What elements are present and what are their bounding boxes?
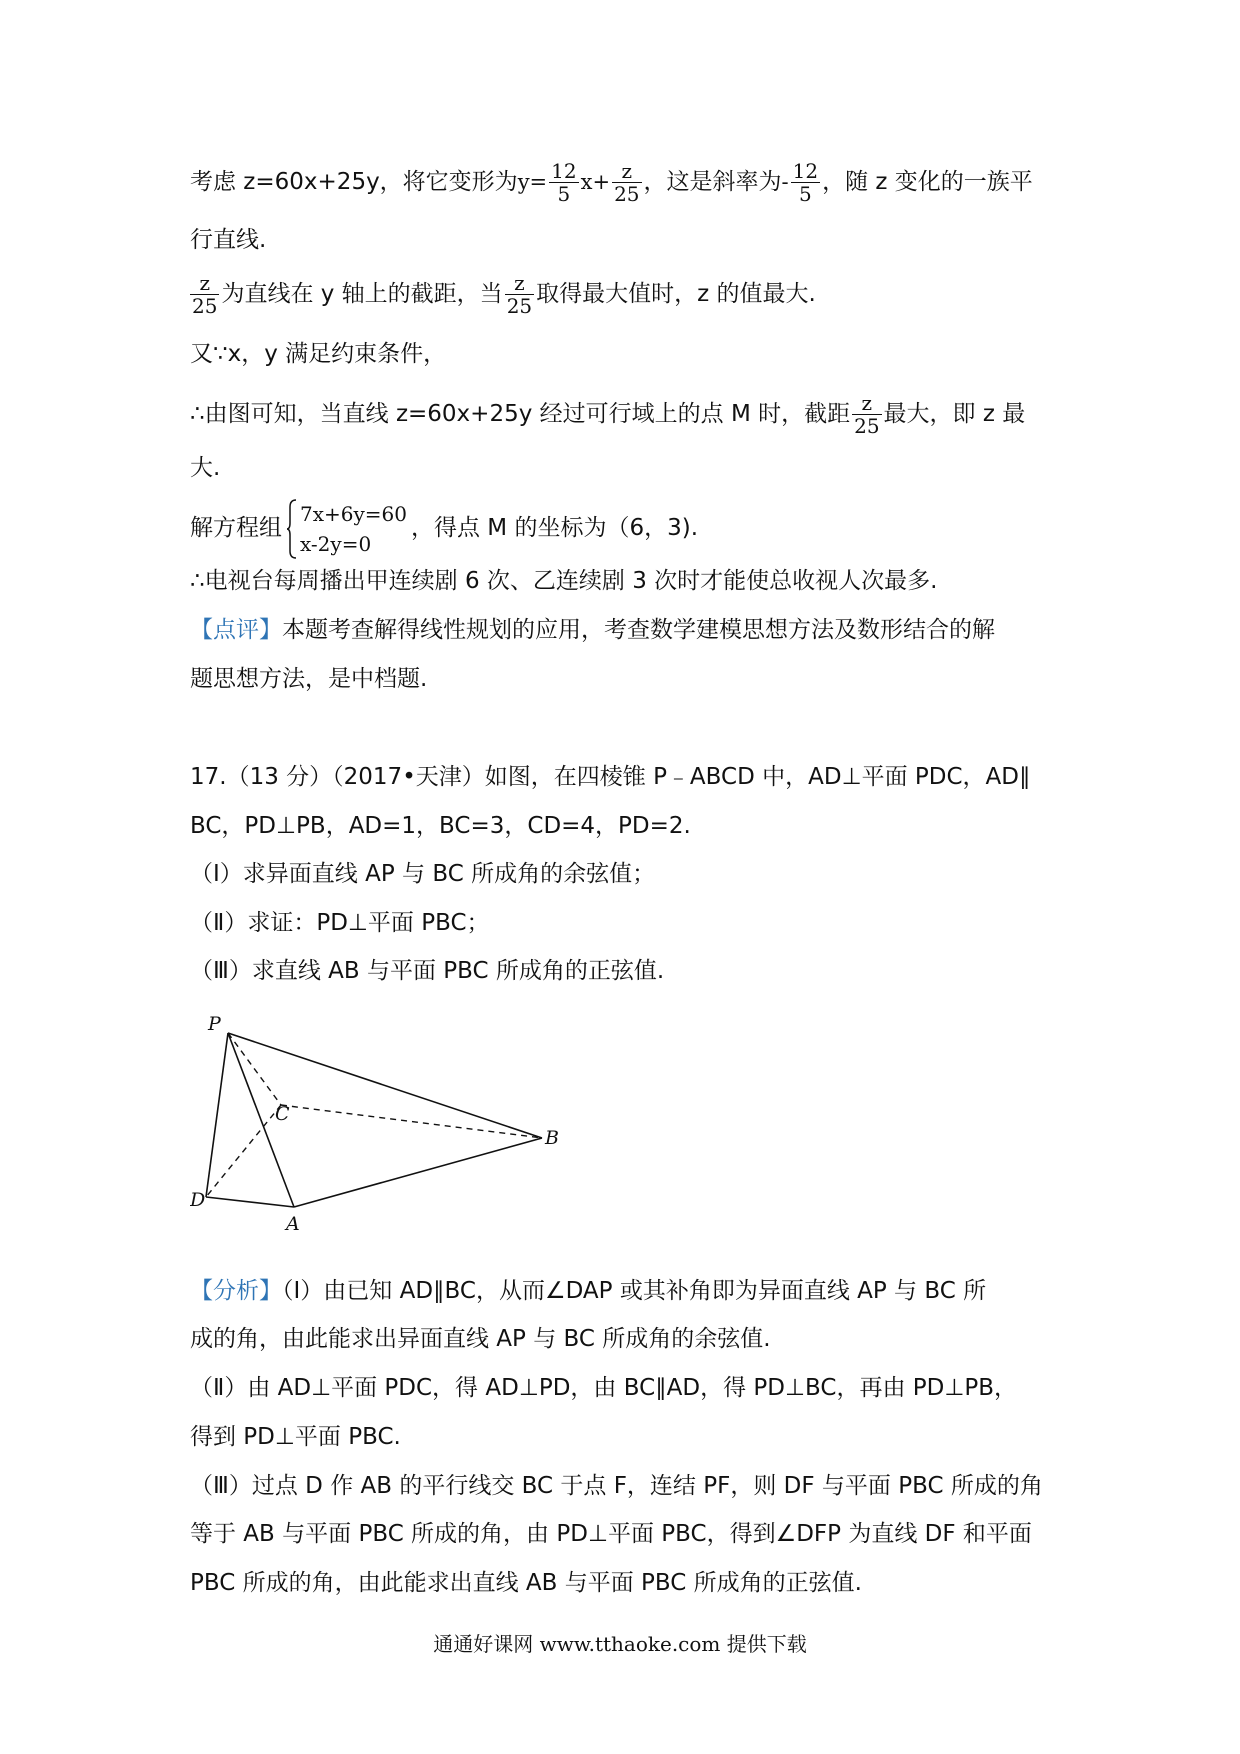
- fraction-z-25: [190, 272, 219, 317]
- text-segment: ，随 z 变化的一族平: [822, 169, 1033, 195]
- edge-CB: [281, 1105, 542, 1138]
- math-x: x+: [580, 170, 611, 194]
- numerator: z: [190, 272, 219, 295]
- text-segment: 解方程组: [190, 515, 282, 541]
- text-segment: 取得最大值时，z 的值最大.: [536, 281, 816, 307]
- denominator: 5: [798, 182, 812, 206]
- analysis-tag: 【分析】: [190, 1278, 282, 1304]
- equation-2: x-2y=0: [300, 531, 372, 556]
- numerator: 12: [551, 159, 577, 183]
- text-line-10: 题思想方法，是中档题.: [190, 666, 428, 692]
- analysis-line-5: （Ⅲ）过点 D 作 AB 的平行线交 BC 于点 F，连结 PF，则 DF 与平面 PBC 所成的角: [190, 1473, 1043, 1499]
- pyramid-diagram: [190, 1010, 570, 1240]
- text-segment: 考虑 z=60x+25y，将它变形为: [190, 169, 518, 195]
- numerator: z: [505, 272, 534, 295]
- text-line-6: 大.: [190, 455, 221, 481]
- review-tag: 【点评】: [190, 617, 282, 643]
- text-segment: （Ⅰ）由已知 AD∥BC，从而∠DAP 或其补角即为异面直线 AP 与 BC 所: [282, 1278, 987, 1304]
- text-line-1: [190, 160, 1060, 205]
- analysis-line-7: PBC 所成的角，由此能求出直线 AB 与平面 PBC 所成角的正弦值.: [190, 1570, 862, 1596]
- text-line-5: [190, 392, 1060, 437]
- analysis-line-6: 等于 AB 与平面 PBC 所成的角，由 PD⊥平面 PBC，得到∠DFP 为直线 DF 和平面: [190, 1521, 1032, 1547]
- brace-icon: [286, 499, 298, 559]
- text-segment: 为直线在 y 轴上的截距，当: [221, 281, 503, 307]
- text-line-2: 行直线.: [190, 227, 267, 253]
- text-segment: 最大，即 z 最: [883, 401, 1026, 427]
- text-segment: 本题考查解得线性规划的应用，考查数学建模思想方法及数形结合的解: [282, 617, 995, 643]
- denominator: 25: [854, 414, 880, 438]
- numerator: 12: [792, 159, 819, 183]
- edge-DA: [206, 1197, 294, 1207]
- denominator: 5: [557, 182, 571, 206]
- question-17-line-1: 17.（13 分）（2017•天津）如图，在四棱锥 P﹣ABCD 中，AD⊥平面 PDC，AD∥: [190, 764, 1031, 790]
- text-line-8: ∴电视台每周播出甲连续剧 6 次、乙连续剧 3 次时才能使总收视人次最多.: [190, 568, 938, 594]
- fraction-z-25: [612, 160, 641, 205]
- analysis-line-2: 成的角，由此能求出异面直线 AP 与 BC 所成角的余弦值.: [190, 1326, 771, 1352]
- vertex-label-P: P: [208, 1013, 221, 1035]
- math-y: y=: [517, 170, 548, 194]
- question-17-part-3: （Ⅲ）求直线 AB 与平面 PBC 所成角的正弦值.: [190, 958, 665, 984]
- text-segment: ∴由图可知，当直线 z=60x+25y 经过可行域上的点 M 时，截距: [190, 401, 851, 427]
- text-line-3: [190, 272, 1060, 317]
- edge-PC: [228, 1033, 281, 1105]
- fraction-z-25: [852, 392, 881, 437]
- fraction-12-5: [549, 160, 578, 205]
- denominator: 25: [614, 182, 640, 206]
- text-segment: ，得点 M 的坐标为（6，3).: [411, 515, 699, 541]
- analysis-line-4: 得到 PD⊥平面 PBC.: [190, 1424, 401, 1450]
- denominator: 25: [192, 294, 218, 318]
- edge-PD: [206, 1033, 228, 1197]
- denominator: 25: [506, 294, 533, 318]
- question-17-part-1: （Ⅰ）求异面直线 AP 与 BC 所成角的余弦值；: [190, 861, 656, 887]
- equation-1: 7x+6y=60: [300, 501, 407, 526]
- text-segment: ，这是斜率为: [643, 169, 782, 195]
- text-line-7: [190, 496, 1060, 560]
- pyramid-figure: [190, 1010, 570, 1240]
- analysis-line-1: [190, 1275, 1060, 1307]
- numerator: z: [612, 160, 641, 183]
- vertex-label-B: B: [545, 1127, 559, 1149]
- question-17-line-2: BC，PD⊥PB，AD=1，BC=3，CD=4，PD=2.: [190, 813, 691, 839]
- analysis-line-3: （Ⅱ）由 AD⊥平面 PDC，得 AD⊥PD，由 BC∥AD，得 PD⊥BC，再由 PD⊥PB，: [190, 1375, 1018, 1401]
- minus-sign: -: [781, 170, 789, 194]
- text-line-4: 又∵x，y 满足约束条件，: [190, 341, 447, 367]
- question-17-part-2: （Ⅱ）求证：PD⊥平面 PBC；: [190, 910, 490, 936]
- numerator: z: [852, 392, 881, 415]
- vertex-label-A: A: [286, 1213, 300, 1235]
- vertex-label-D: D: [190, 1189, 206, 1211]
- edge-AB: [294, 1138, 542, 1207]
- fraction-12-5-slope: [791, 160, 820, 205]
- equation-system: [286, 499, 407, 559]
- page-footer: 通通好课网 www.tthaoke.com 提供下载: [433, 1632, 807, 1656]
- fraction-z-25: [505, 272, 534, 317]
- vertex-label-C: C: [275, 1103, 290, 1125]
- text-line-9: [190, 614, 1060, 646]
